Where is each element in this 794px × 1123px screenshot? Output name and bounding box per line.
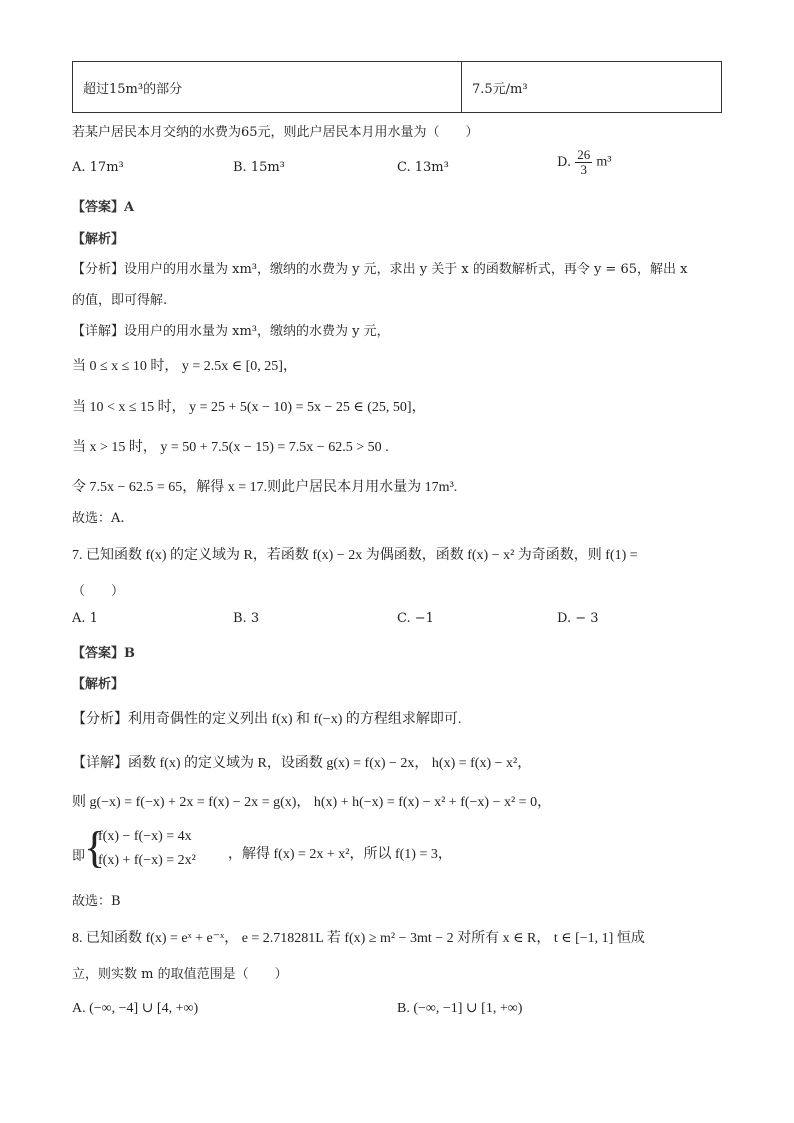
q6-option-c: C. 13m³ [397,160,449,175]
q6-option-b: B. 15m³ [233,160,285,175]
q7-analysis-title: 【解析】 [72,677,125,692]
q7-system-prefix: 即 [72,849,86,864]
q6-choice: 故选：A. [72,511,125,526]
table-cell-tier: 超过15m³的部分 [73,62,462,113]
q7-option-d: D. − 3 [557,611,599,626]
pricing-table [72,61,722,113]
q6-option-d-unit: m³ [596,154,612,170]
q7-fenxi: 【分析】利用奇偶性的定义列出 f(x) 和 f(−x) 的方程组求解即可. [72,712,462,727]
q6-solve: 令 7.5x − 62.5 = 65，解得 x = 17.则此户居民本月用水量为 17m³. [72,480,458,495]
q7-option-c: C. −1 [397,611,434,626]
table-cell-price: 7.5元/m³ [462,62,722,113]
fraction-numerator: 26 [577,147,591,162]
q8-option-a: A. (−∞, −4] ∪ [4, +∞) [72,1001,199,1016]
q6-fenxi-line2: 的值，即可得解. [72,293,168,308]
q6-option-d [557,148,611,177]
q7-system-eq2: f(x) + f(−x) = 2x² [98,853,196,868]
fraction-denominator: 3 [580,162,587,177]
q6-detail: 【详解】设用户的用水量为 xm³，缴纳的水费为 y 元， [72,324,390,339]
q6-case-2: 当 10 < x ≤ 15 时， y = 25 + 5(x − 10) = 5x − 25 ∈ (25, 50]， [72,400,426,415]
q6-option-a: A. 17m³ [72,160,124,175]
left-brace-icon: { [84,823,106,872]
q7-system-result: ，解得 f(x) = 2x + x²，所以 f(1) = 3， [228,847,452,862]
q7-stem-line1: 7. 已知函数 f(x) 的定义域为 R，若函数 f(x) − 2x 为偶函数，函数 f(x) − x² 为奇函数，则 f(1) = [72,548,638,563]
q8-stem-line2: 立，则实数 m 的取值范围是（ ） [72,967,288,982]
q6-fenxi-line1: 【分析】设用户的用水量为 xm³，缴纳的水费为 y 元，求出 y 关于 x 的函数解析式，再令 y = 65，解出 x [72,262,688,277]
q7-option-b: B. 3 [233,611,260,626]
q7-option-a: A. 1 [72,611,98,626]
q6-stem: 若某户居民本月交纳的水费为65元，则此户居民本月用水量为（ ） [72,125,479,140]
q8-stem-line1: 8. 已知函数 f(x) = eˣ + e⁻ˣ， e = 2.718281L 若 f(x) ≥ m² − 3mt − 2 对所有 x ∈ R， t ∈ [−1, 1] 恒成 [72,931,645,946]
q7-stem-line2: （ ） [72,584,125,599]
q6-answer: 【答案】A [72,200,135,215]
q6-option-d-fraction [575,148,592,177]
q7-detail: 【详解】函数 f(x) 的定义域为 R，设函数 g(x) = f(x) − 2x， h(x) = f(x) − x²， [72,756,532,771]
table-row [73,62,722,113]
q6-analysis-title: 【解析】 [72,232,125,247]
q6-case-3: 当 x > 15 时， y = 50 + 7.5(x − 15) = 7.5x − 62.5 > 50 . [72,440,389,455]
q7-choice: 故选：B [72,894,121,909]
q7-derive: 则 g(−x) = f(−x) + 2x = f(x) − 2x = g(x)， h(x) + h(−x) = f(x) − x² + f(−x) − x² = 0， [72,795,552,810]
q8-option-b: B. (−∞, −1] ∪ [1, +∞) [397,1001,523,1016]
q7-answer: 【答案】B [72,646,135,661]
q7-system-eq1: f(x) − f(−x) = 4x [98,829,192,844]
q6-case-1: 当 0 ≤ x ≤ 10 时， y = 2.5x ∈ [0, 25]， [72,359,297,374]
q6-option-d-label: D. [557,155,572,170]
